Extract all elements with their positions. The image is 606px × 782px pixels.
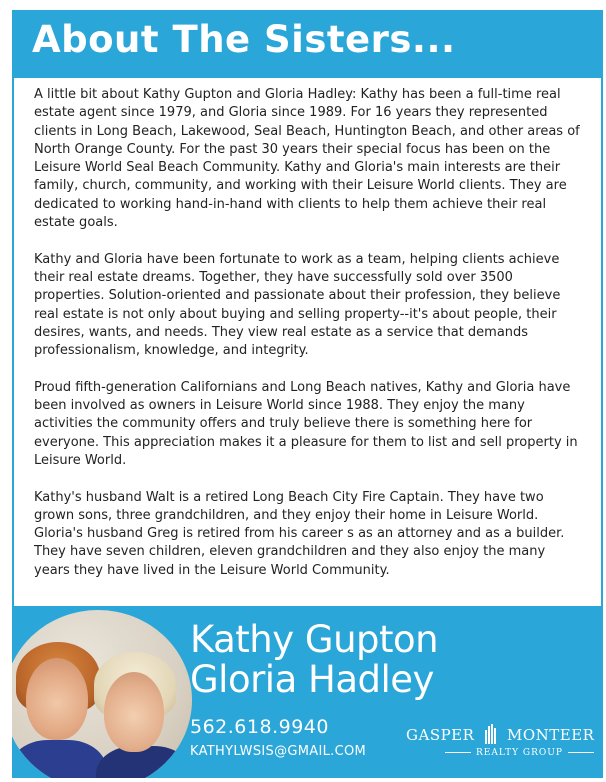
agent-2-face	[104, 672, 164, 752]
agent-names	[190, 620, 590, 700]
building-icon	[484, 724, 498, 744]
agent-1-shoulders	[12, 740, 106, 778]
logo-word-2: MONTEER	[507, 726, 595, 744]
bio-paragraph: Kathy's husband Walt is a retired Long Beach City Fire Captain. They have two grown sons, three grandchildren, and they enjoy their home in Leisure World. Gloria's husband Greg is retired from his career s as an attorney and as a builder. They have seven children, eleven grandchildren and they also enjoy the many years they have lived in the Leisure World Community.	[34, 489, 565, 578]
logo-wordmark	[406, 724, 594, 744]
bio-section	[12, 78, 603, 608]
bio-paragraph: Kathy and Gloria have been fortunate to work as a team, helping clients achieve their real estate dreams. Together, they have successfully sold over 3500 properties. Solution-oriented and passionate about their profession, they believe real estate is not only about buying and selling property--it's about people, their desires, wants, and needs. They view real estate as a service that demands professionalism, knowledge, and integrity.	[34, 251, 561, 359]
page-title: About The Sisters...	[32, 18, 456, 61]
agent-2-shoulders	[96, 746, 192, 778]
bio-paragraph: Proud fifth-generation Californians and Long Beach natives, Kathy and Gloria have been involved as owners in Leisure World since 1988. They enjoy the many activities the community offers and truly believe there is something here for everyone. This appreciation makes it a pleasure for them to list and sell property in Leisure World.	[34, 379, 578, 468]
agent-name-2: Gloria Hadley	[190, 658, 434, 701]
agent-name-1: Kathy Gupton	[190, 618, 439, 661]
contact-banner	[12, 606, 603, 778]
email-address: KATHYLWSIS@GMAIL.COM	[190, 744, 366, 759]
bio-text	[34, 86, 582, 598]
logo-word-1: GASPER	[406, 726, 475, 744]
divider	[568, 752, 594, 753]
logo-tagline-row	[440, 748, 590, 758]
header-banner	[12, 10, 603, 78]
phone-number: 562.618.9940	[190, 716, 329, 738]
logo-tagline: REALTY GROUP	[476, 748, 563, 758]
bio-paragraph: A little bit about Kathy Gupton and Gloria Hadley: Kathy has been a full-time real estate agent since 1979, and Gloria since 1989. For 16 years they represented clients in Long Beach, Lakewood, Seal Beach, Huntington Beach, and other areas of North Orange County. For the past 30 years their special focus has been on the Leisure World Seal Beach Community. Kathy and Gloria's main interests are their family, church, community, and working with their Leisure World clients. They are dedicated to working hand-in-hand with clients to help them achieve their real estate goals.	[34, 87, 580, 231]
brokerage-logo	[406, 724, 595, 768]
agent-1-face	[26, 658, 88, 740]
agents-photo	[12, 610, 192, 778]
divider	[445, 752, 471, 753]
